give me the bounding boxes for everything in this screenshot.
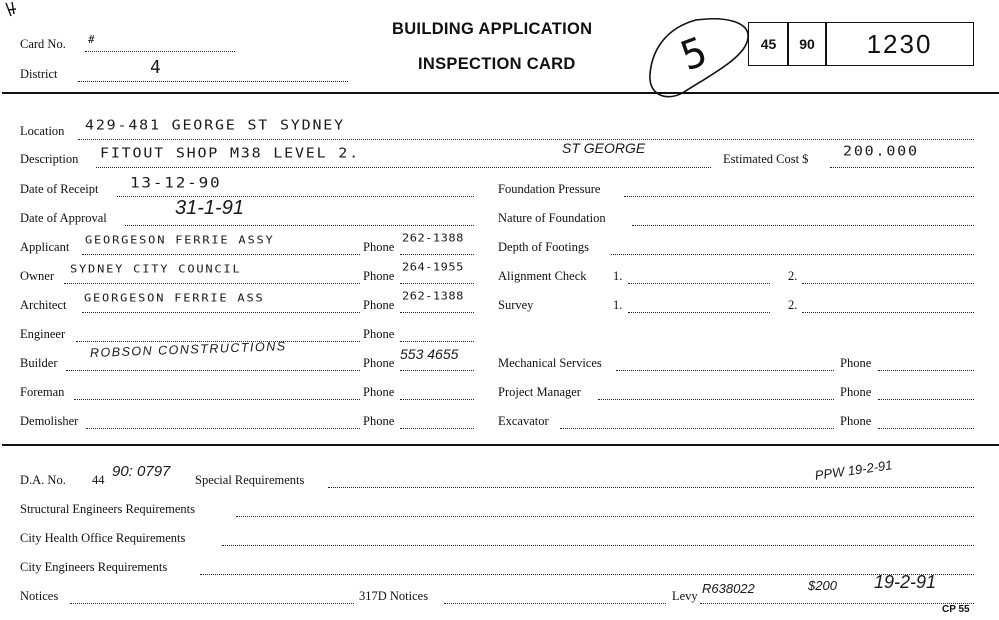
engineer-phone-line [400,341,474,342]
location-label: Location [20,124,65,138]
da-no-label: D.A. No. [20,473,66,487]
district-value: 4 [150,57,161,78]
demolisher-phone-line [400,428,474,429]
levy-amount: $200 [808,578,837,593]
structural-line [236,516,974,517]
foreman-phone-label: Phone [363,385,395,399]
applicant-line [82,254,360,255]
notices-line [70,603,354,604]
date-approval-line [125,225,474,226]
date-receipt-label: Date of Receipt [20,182,99,196]
header-divider [2,92,999,94]
owner-line [64,283,360,284]
date-receipt-line [117,196,474,197]
survey-n2: 2. [788,298,798,312]
health-line [222,545,974,546]
owner-value: SYDNEY CITY COUNCIL [70,262,242,275]
mechanical-services-label: Mechanical Services [498,356,602,370]
levy-value: R638022 [702,581,755,596]
description-extra: ST GEORGE [562,140,646,156]
card-no-label: Card No. [20,37,66,51]
estimated-cost-line [830,167,974,168]
card-no-value: # [88,33,95,46]
survey-line-2 [802,312,974,313]
demolisher-line [86,428,360,429]
mechanical-phone-label: Phone [840,356,872,370]
code-box-3: 1230 [825,22,974,66]
nature-foundation-label: Nature of Foundation [498,211,606,225]
description-label: Description [20,152,79,166]
applicant-value: GEORGESON FERRIE ASSY [85,233,275,246]
builder-phone-line [400,370,474,371]
alignment-check-label: Alignment Check [498,269,587,283]
owner-phone-value: 264-1955 [402,260,464,273]
depth-footings-label: Depth of Footings [498,240,589,254]
architect-value: GEORGESON FERRIE ASS [84,291,265,304]
builder-label: Builder [20,356,58,370]
foreman-line [74,399,360,400]
nature-foundation-line [632,225,974,226]
applicant-phone-label: Phone [363,240,395,254]
special-note: PPW 19-2-91 [813,457,894,483]
levy-line [700,603,974,604]
demolisher-phone-label: Phone [363,414,395,428]
demolisher-label: Demolisher [20,414,79,428]
city-engineers-label: City Engineers Requirements [20,560,168,574]
applicant-phone-line [400,254,474,255]
owner-label: Owner [20,269,55,283]
survey-label: Survey [498,298,534,312]
circled-mark-text: 5 [674,28,714,81]
mechanical-services-line [616,370,834,371]
owner-phone-line [400,283,474,284]
code-box-2: 90 [787,22,827,66]
description-line [96,167,711,168]
code-box-1: 45 [748,22,789,66]
builder-value: ROBSON CONSTRUCTIONS [89,339,287,360]
date-approval-label: Date of Approval [20,211,107,225]
survey-line-1 [628,312,770,313]
builder-phone-label: Phone [363,356,395,370]
architect-phone-value: 262-1388 [402,289,464,302]
special-requirements-label: Special Requirements [195,473,305,487]
estimated-cost-value: 200.000 [843,142,919,159]
alignment-check-n1: 1. [613,269,623,283]
foundation-pressure-label: Foundation Pressure [498,182,601,196]
description-value: FITOUT SHOP M38 LEVEL 2. [100,144,360,161]
architect-phone-line [400,312,474,313]
da-prefix: 44 [92,473,105,487]
depth-footings-line [611,254,974,255]
city-engineers-line [200,574,974,575]
project-manager-phone-line [878,399,974,400]
excavator-phone-line [878,428,974,429]
excavator-phone-label: Phone [840,414,872,428]
project-manager-phone-label: Phone [840,385,872,399]
builder-phone-value: 553 4655 [400,346,459,362]
special-requirements-line [328,487,974,488]
health-label: City Health Office Requirements [20,531,186,545]
architect-phone-label: Phone [363,298,395,312]
foundation-pressure-line [624,196,974,197]
engineer-label: Engineer [20,327,66,341]
applicant-label: Applicant [20,240,70,254]
location-line [78,139,974,140]
alignment-check-line-1 [628,283,770,284]
notices-317d-label: 317D Notices [359,589,429,603]
excavator-label: Excavator [498,414,549,428]
notices-label: Notices [20,589,59,603]
corner-ink-mark [2,0,24,22]
date-receipt-value: 13-12-90 [130,173,222,191]
district-label: District [20,67,58,81]
estimated-cost-label: Estimated Cost $ [723,152,809,166]
builder-line [66,370,360,371]
owner-phone-label: Phone [363,269,395,283]
middle-divider [2,444,999,446]
foreman-phone-line [400,399,474,400]
excavator-line [560,428,834,429]
location-value: 429-481 GEORGE ST SYDNEY [85,116,345,133]
applicant-phone-value: 262-1388 [402,231,464,244]
notices-317d-line [444,603,666,604]
circled-mark [638,14,756,100]
alignment-check-n2: 2. [788,269,798,283]
levy-label: Levy [672,589,698,603]
engineer-phone-label: Phone [363,327,395,341]
district-line [78,81,348,82]
survey-n1: 1. [613,298,623,312]
architect-line [82,312,360,313]
alignment-check-line-2 [802,283,974,284]
da-value: 90: 0797 [112,463,171,480]
date-approval-value: 31-1-91 [175,197,244,219]
card-no-line [85,51,235,52]
project-manager-label: Project Manager [498,385,581,399]
title-line-1: BUILDING APPLICATION [392,20,593,38]
project-manager-line [598,399,834,400]
mechanical-phone-line [878,370,974,371]
form-code: CP 55 [942,604,970,615]
title-line-2: INSPECTION CARD [418,55,576,73]
foreman-label: Foreman [20,385,65,399]
levy-date: 19-2-91 [874,572,937,592]
architect-label: Architect [20,298,67,312]
structural-label: Structural Engineers Requirements [20,502,195,516]
